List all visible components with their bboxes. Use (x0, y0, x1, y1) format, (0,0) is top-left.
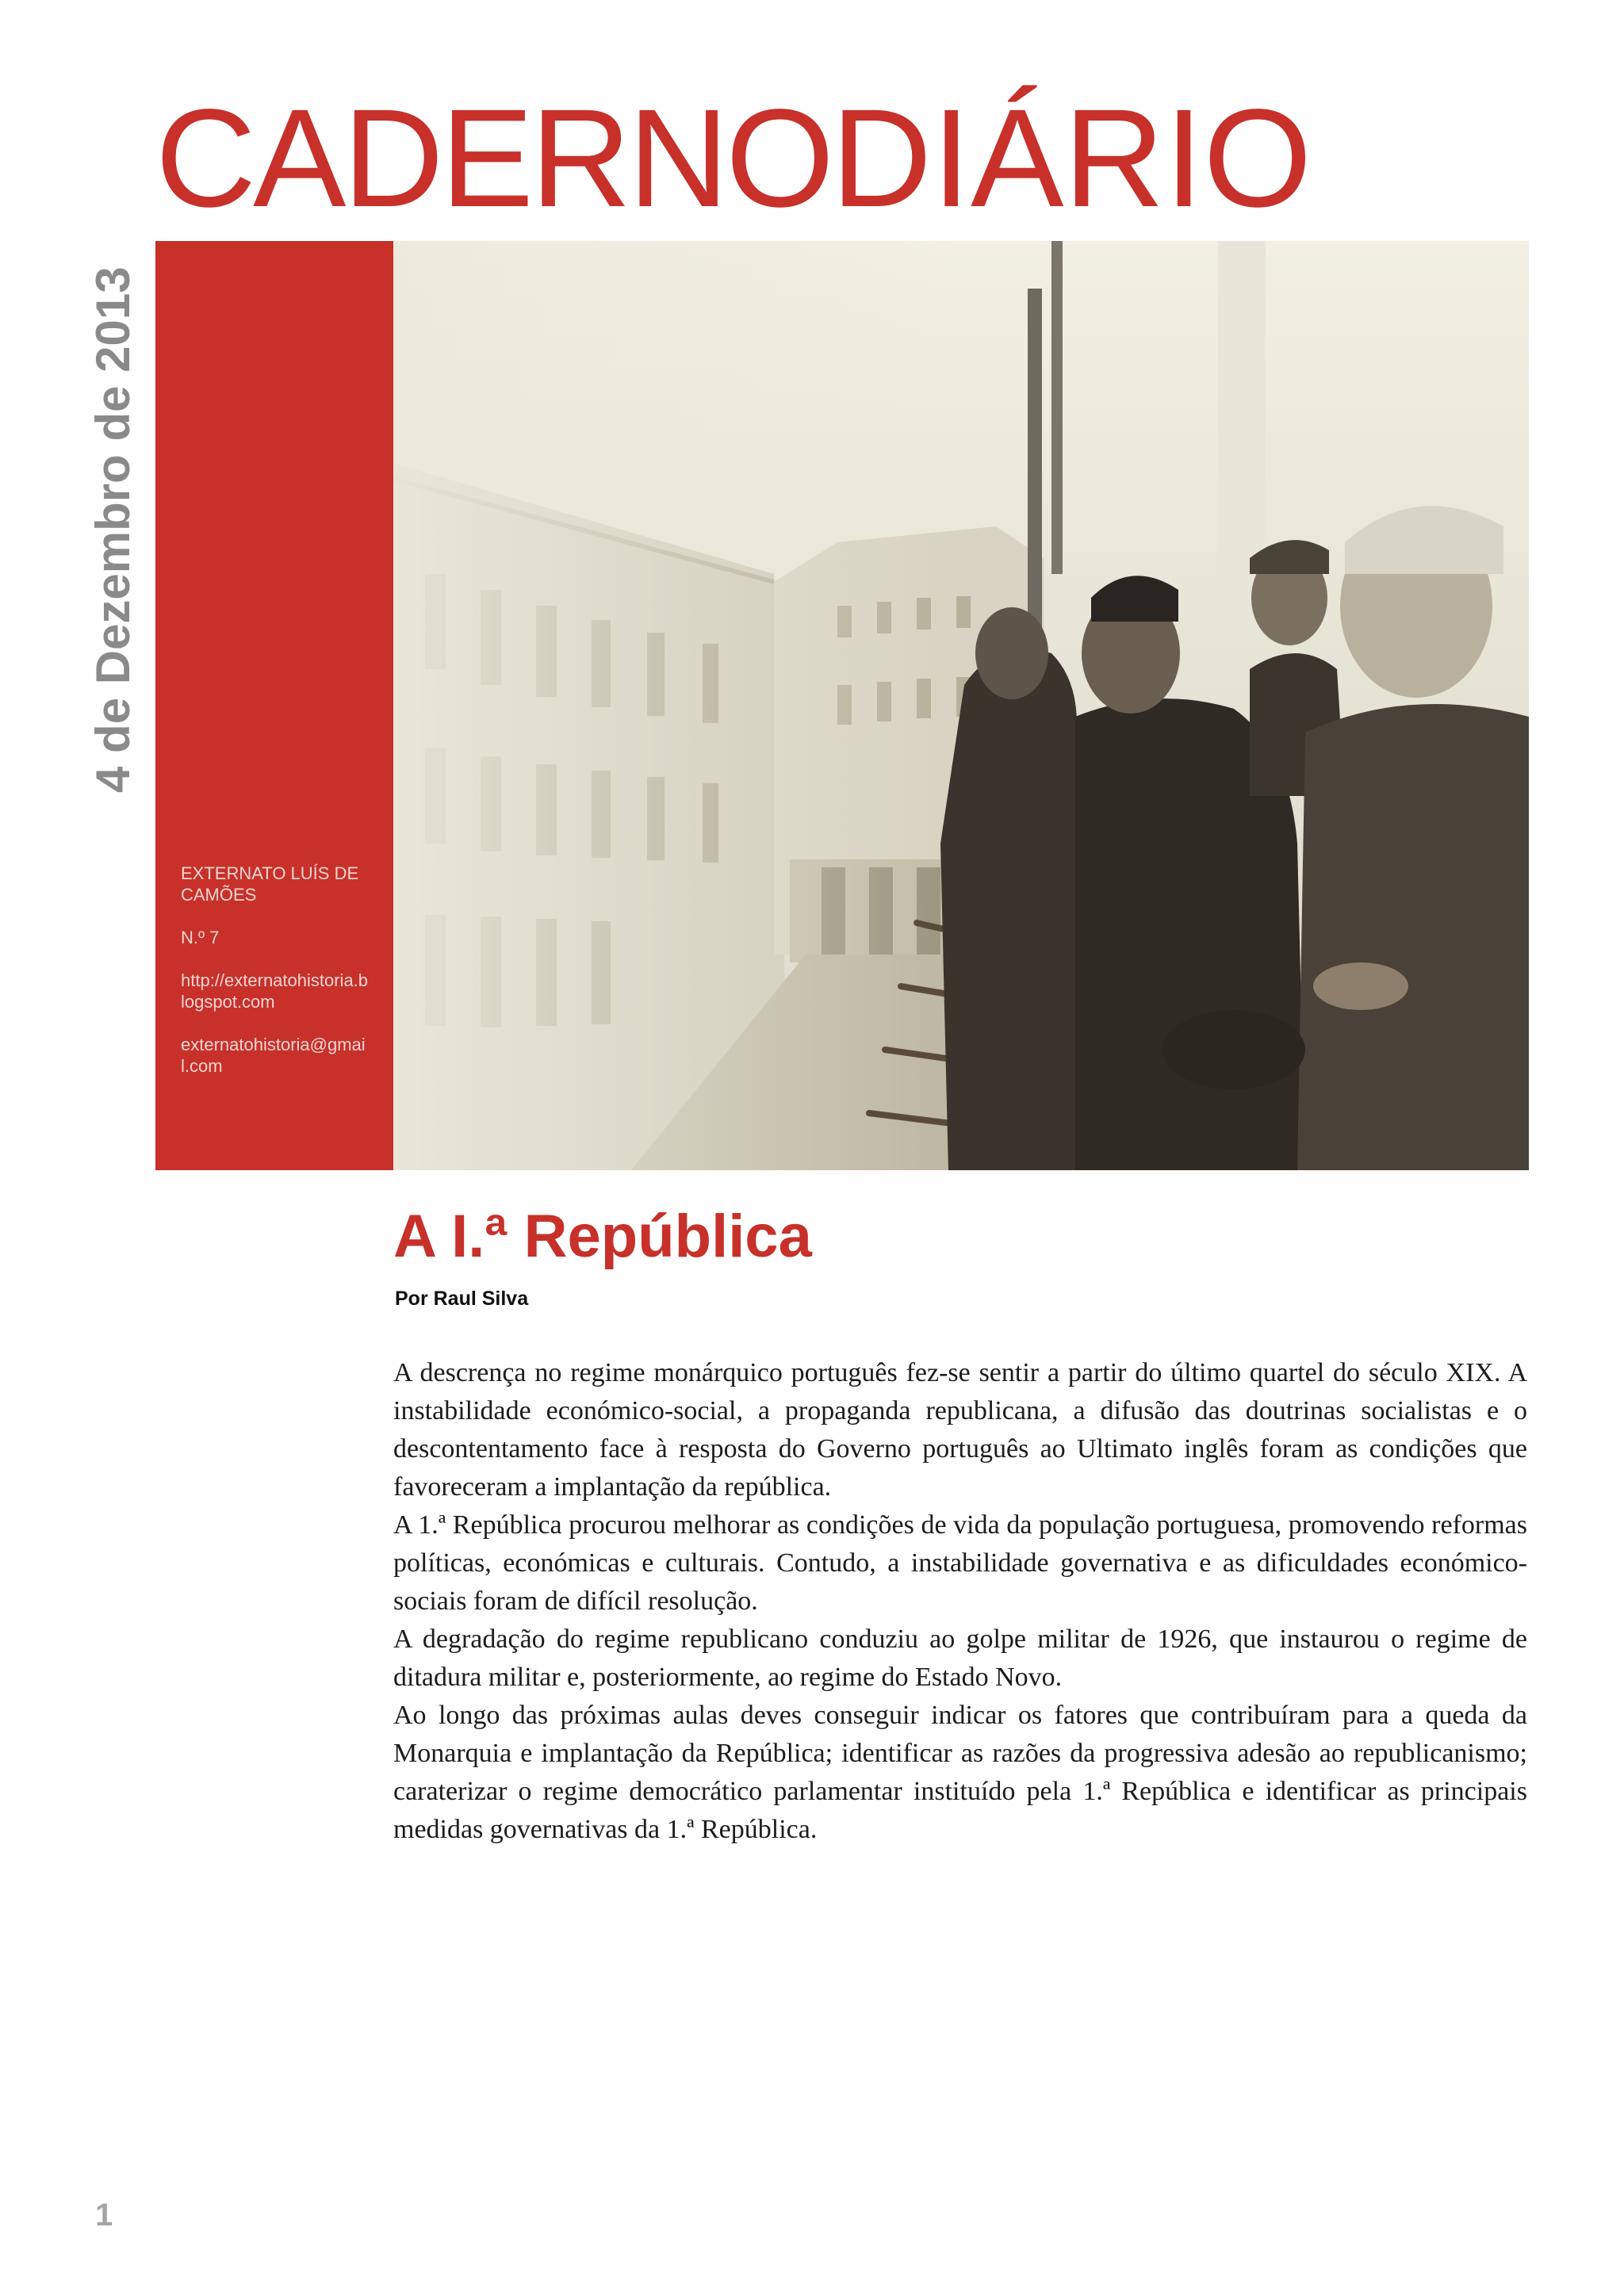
historical-photo (393, 241, 1529, 1170)
article-paragraph: A degradação do regime republicano conduziu ao golpe militar de 1926, que instaurou o regime de ditadura militar e, posteriormente, ao regime do Estado Novo. (393, 1624, 1527, 1692)
masthead-bold: CADERNO (155, 81, 832, 236)
school-info (181, 863, 371, 1098)
issue-date: 4 de Dezembro de 2013 (86, 266, 140, 793)
masthead-title (155, 81, 1312, 236)
issue-number: N.º 7 (181, 928, 220, 947)
article-byline: Por Raul Silva (395, 1288, 529, 1310)
masthead-light: DIÁRIO (831, 81, 1312, 236)
page-number: 1 (95, 2198, 113, 2233)
blog-link[interactable]: http://externatohistoria.blogspot.com (181, 970, 369, 1012)
article-paragraph: A 1.ª República procurou melhorar as condições de vida da população portuguesa, promovendo reformas políticas, económicas e culturais. Contudo, a instabilidade governativa e as dificuldades económico-sociais foram de difícil resolução. (393, 1510, 1527, 1616)
photo-illustration (393, 241, 1529, 1170)
email-link[interactable]: externatohistoria@gmail.com (181, 1035, 366, 1076)
article-paragraph: Ao longo das próximas aulas deves conseguir indicar os fatores que contribuíram para a queda da Monarquia e implantação da República; identificar as razões da progressiva adesão ao republicanismo; caraterizar o regime democrático parlamentar instituído pela 1.ª República e identificar as principais medidas governativas da 1.ª República. (393, 1701, 1527, 1844)
article-paragraph: A descrença no regime monárquico português fez-se sentir a partir do último quartel do século XIX. A instabilidade económico-social, a propaganda republicana, a difusão das doutrinas socialistas e o descontentamento face à resposta do Governo português ao Ultimato inglês foram as condições que favoreceram a implantação da república. (393, 1358, 1527, 1502)
article-title: A I.ª República (393, 1203, 812, 1270)
article-body (393, 1354, 1527, 1849)
school-name: EXTERNATO LUÍS DE CAMÕES (181, 863, 359, 905)
